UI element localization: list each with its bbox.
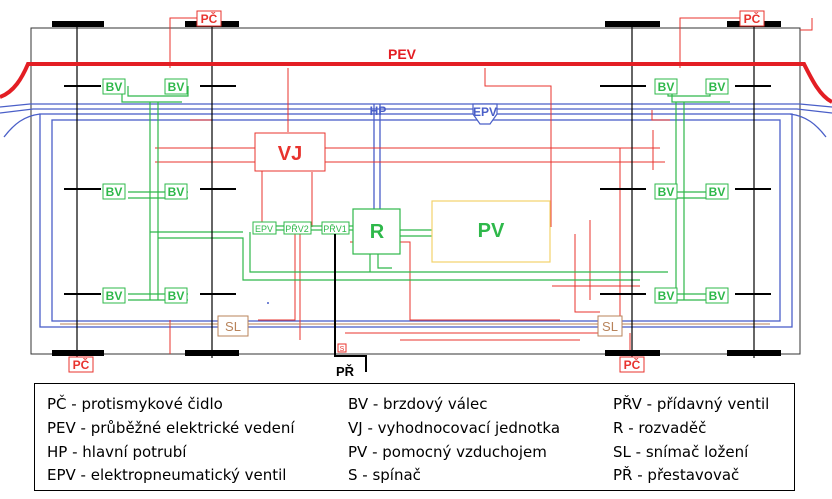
legend-item: S - spínač (348, 466, 421, 484)
svg-text:BV: BV (167, 289, 185, 303)
svg-text:BV: BV (708, 289, 726, 303)
bv-cylinder-r5 (655, 288, 677, 303)
sl-sensor-left (218, 316, 248, 336)
legend-item: PŘV - přídavný ventil (613, 395, 770, 413)
svg-text:PŘV1: PŘV1 (323, 224, 347, 234)
hp-label: HP (369, 104, 387, 118)
r-label: R (369, 221, 385, 243)
pv-label: PV (477, 220, 505, 242)
pv-reservoir (432, 201, 550, 262)
svg-text:BV: BV (167, 185, 185, 199)
bv-cylinder-l5 (103, 288, 125, 303)
legend-item: PEV - průběžné elektrické vedení (47, 419, 295, 437)
legend-item: HP - hlavní potrubí (47, 443, 187, 461)
svg-text:BV: BV (657, 80, 675, 94)
pev-label: PEV (387, 46, 417, 62)
vj-unit (255, 133, 325, 171)
svg-text:BV: BV (105, 185, 123, 199)
bv-cylinder-l4 (165, 184, 187, 199)
svg-text:EPV: EPV (254, 224, 274, 234)
car-body-outline (31, 28, 800, 354)
epv-valve (253, 222, 276, 234)
bv-cylinder-l6 (165, 288, 187, 303)
legend-item: SL - snímač ložení (613, 443, 749, 461)
bv-cylinder-l3 (103, 184, 125, 199)
vj-label: VJ (277, 143, 303, 165)
legend-item: BV - brzdový válec (348, 395, 488, 413)
pc-label: PČ (743, 12, 761, 26)
bv-cylinder-l1 (103, 79, 125, 94)
legend-item: PŘ - přestavovač (613, 466, 740, 484)
svg-text:PŘV2: PŘV2 (285, 224, 309, 234)
pc-label: PČ (200, 12, 218, 26)
pc-label: PČ (623, 358, 641, 372)
sl-sensor-right (598, 316, 622, 336)
prv1-valve (322, 222, 349, 234)
legend-item: EPV - elektropneumatický ventil (47, 466, 287, 484)
pc-sensor-bottom-left (69, 357, 93, 372)
bv-cylinder-l2 (165, 79, 187, 94)
svg-text:BV: BV (708, 80, 726, 94)
pr-changeover (335, 234, 366, 379)
pr-label: PŘ (335, 364, 355, 379)
svg-text:BV: BV (105, 80, 123, 94)
epv-main-label: EPV (472, 105, 498, 119)
r-distributor (353, 209, 400, 254)
pc-sensor-bottom-right (620, 357, 644, 372)
pc-sensor-top-left (197, 11, 221, 26)
legend (34, 383, 795, 491)
svg-text:BV: BV (708, 185, 726, 199)
green-piping (122, 86, 730, 300)
marker-dot (267, 302, 269, 304)
svg-text:BV: BV (167, 80, 185, 94)
legend-item: PV - pomocný vzduchojem (348, 443, 547, 461)
s-label: S (339, 346, 345, 353)
svg-text:BV: BV (105, 289, 123, 303)
bv-cylinder-r3 (655, 184, 677, 199)
legend-item: R - rozvaděč (613, 419, 707, 437)
legend-item: PČ - protismykové čidlo (47, 395, 223, 413)
svg-text:BV: BV (657, 289, 675, 303)
svg-text:SL: SL (225, 319, 241, 334)
bv-cylinder-r1 (655, 79, 677, 94)
bv-cylinder-r4 (706, 184, 728, 199)
pc-sensor-top-right (740, 11, 764, 26)
legend-item: VJ - vyhodnocovací jednotka (348, 419, 561, 437)
bv-cylinder-r2 (706, 79, 728, 94)
epv-main (473, 104, 497, 124)
prv2-valve (284, 222, 311, 234)
svg-text:BV: BV (657, 185, 675, 199)
svg-text:SL: SL (602, 319, 618, 334)
pc-label: PČ (72, 358, 90, 372)
bv-cylinder-r6 (706, 288, 728, 303)
